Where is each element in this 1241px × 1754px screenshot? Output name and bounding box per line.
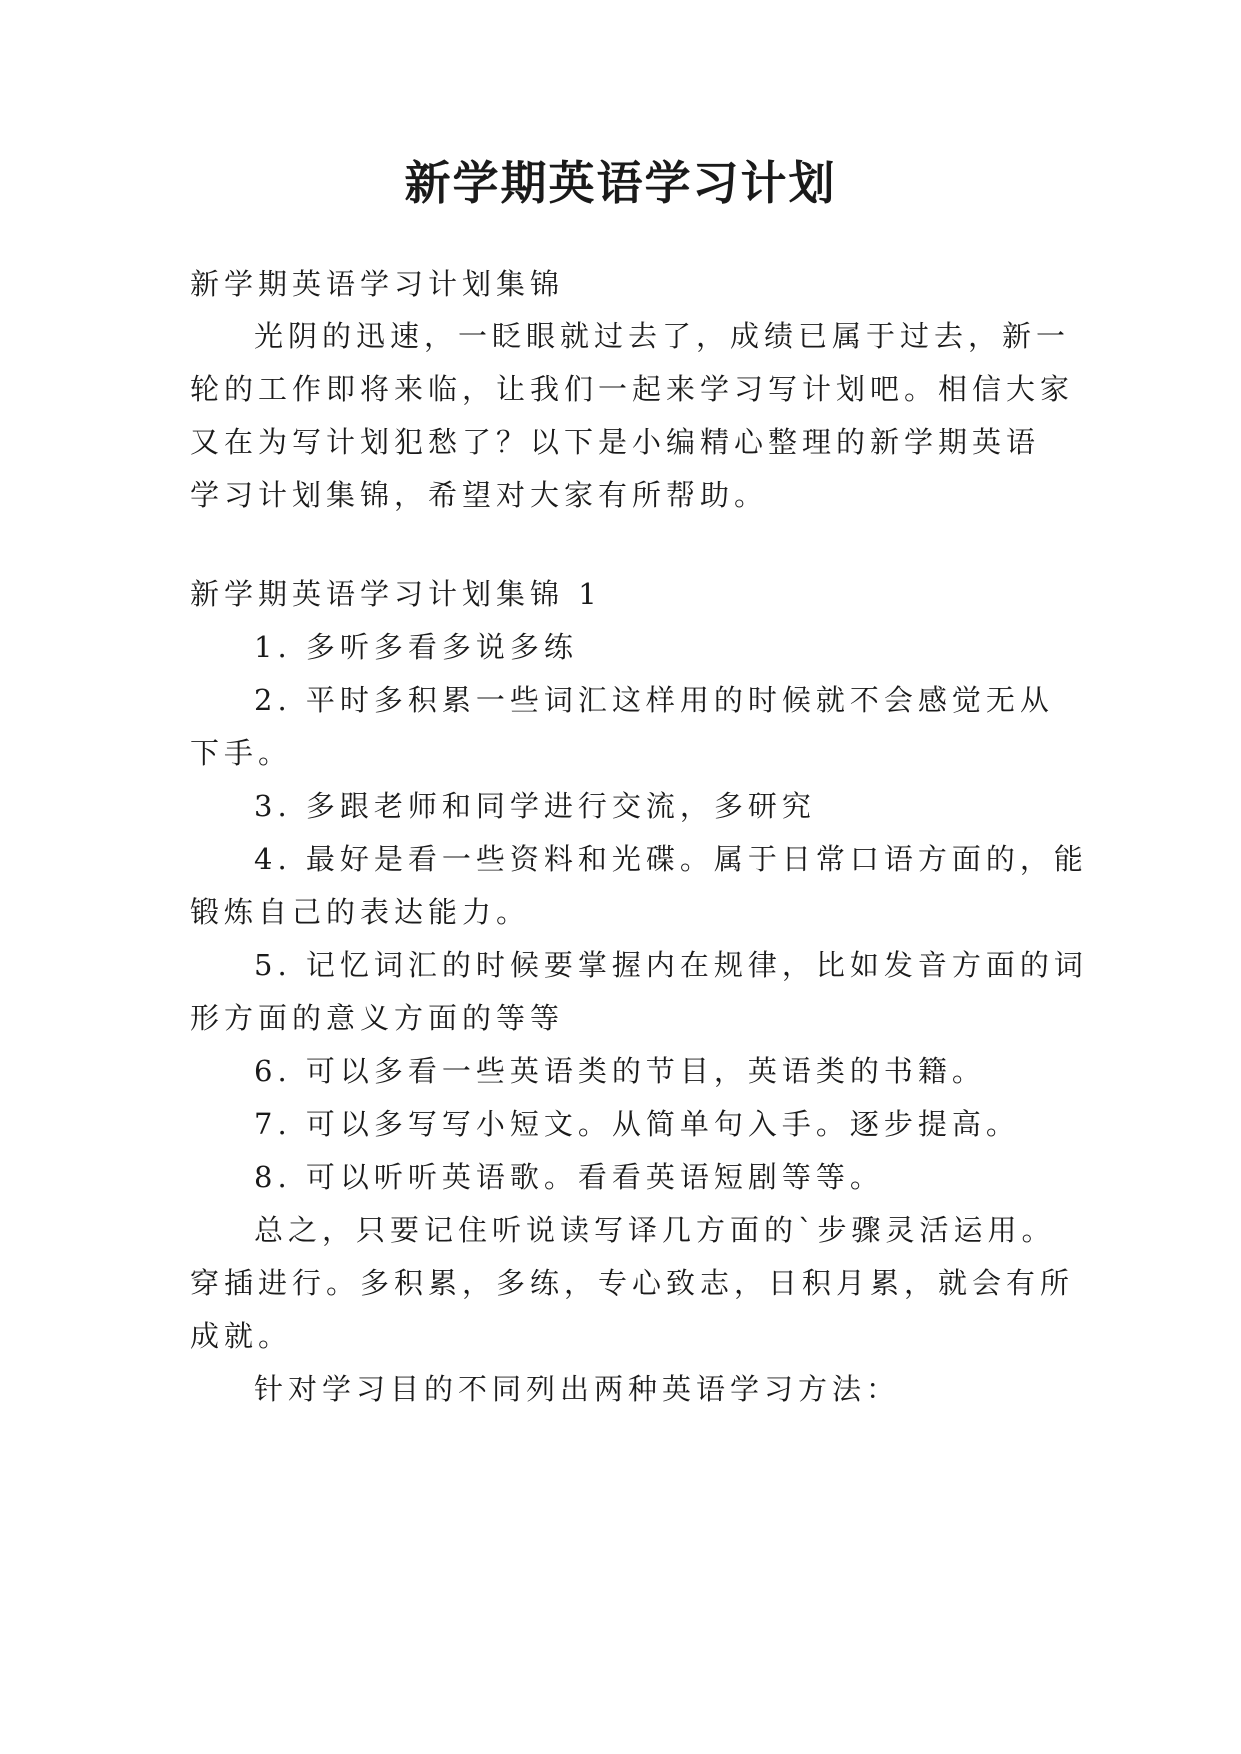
list-item-continuation: 下手。 (190, 736, 293, 770)
list-item: 7. 可以多写写小短文。从简单句入手。逐步提高。 (254, 1107, 1020, 1141)
section-heading: 新学期英语学习计划集锦 (190, 267, 565, 301)
section-heading: 新学期英语学习计划集锦 1 (190, 577, 602, 611)
intro-paragraph-line: 学习计划集锦，希望对大家有所帮助。 (190, 478, 769, 512)
closing-paragraph-line: 针对学习目的不同列出两种英语学习方法： (254, 1372, 901, 1406)
list-item: 2. 平时多积累一些词汇这样用的时候就不会感觉无从 (254, 683, 1054, 717)
list-item: 1. 多听多看多说多练 (254, 630, 578, 664)
document-title: 新学期英语学习计划 (404, 156, 837, 210)
list-item-continuation: 形方面的意义方面的等等 (190, 1001, 565, 1035)
list-item: 3. 多跟老师和同学进行交流，多研究 (254, 789, 816, 823)
summary-paragraph-line: 穿插进行。多积累，多练，专心致志，日积月累，就会有所 (190, 1266, 1075, 1300)
summary-paragraph-line: 成就。 (190, 1319, 293, 1353)
intro-paragraph-line: 轮的工作即将来临，让我们一起来学习写计划吧。相信大家 (190, 372, 1075, 406)
list-item: 8. 可以听听英语歌。看看英语短剧等等。 (254, 1160, 884, 1194)
list-item: 4. 最好是看一些资料和光碟。属于日常口语方面的，能 (254, 842, 1088, 876)
list-item: 5. 记忆词汇的时候要掌握内在规律，比如发音方面的词 (254, 948, 1088, 982)
intro-paragraph-line: 光阴的迅速，一眨眼就过去了，成绩已属于过去，新一 (254, 319, 1071, 353)
list-item: 6. 可以多看一些英语类的节目，英语类的书籍。 (254, 1054, 986, 1088)
list-item-continuation: 锻炼自己的表达能力。 (190, 895, 531, 929)
summary-paragraph-line: 总之，只要记住听说读写译几方面的`步骤灵活运用。 (254, 1213, 1056, 1247)
intro-paragraph-line: 又在为写计划犯愁了？以下是小编精心整理的新学期英语 (190, 425, 1041, 459)
